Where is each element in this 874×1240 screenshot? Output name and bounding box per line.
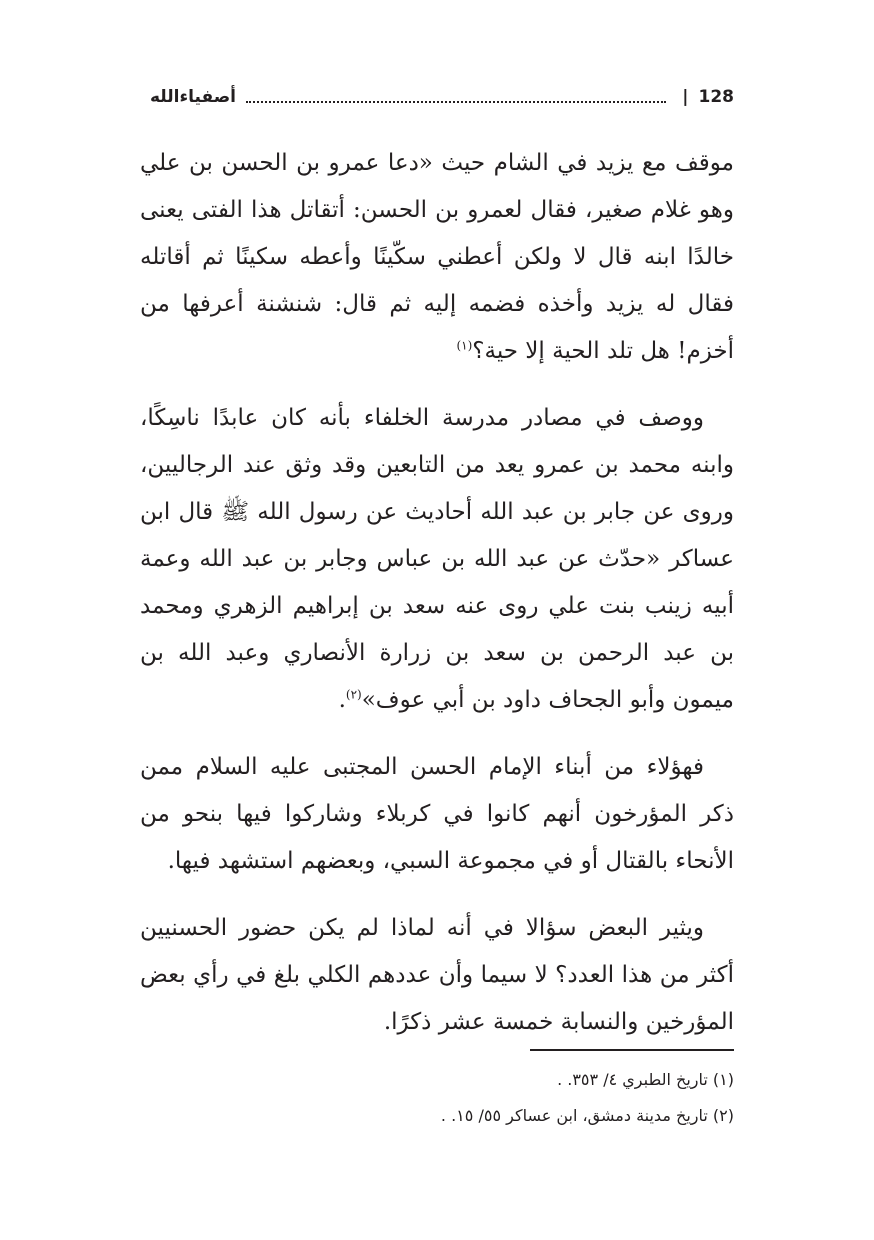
paragraph <box>140 395 734 724</box>
paragraph <box>140 744 734 885</box>
paragraph-text: فهؤلاء من أبناء الإمام الحسن المجتبى عليه السلام ممن ذكر المؤرخون أنهم كانوا في كربلاء وشاركوا فيها بنحو من الأنحاء بالقتال أو في مجموعة السبي، وبعضهم استشهد فيها. <box>140 754 734 874</box>
header-separator: | <box>682 87 689 107</box>
footnote-reference: (٢) <box>345 687 362 702</box>
footnote: (١) تاريخ الطبري ٤/ ٣٥٣. . <box>557 1070 734 1089</box>
footnote-divider <box>530 1049 734 1051</box>
footnote-reference: (١) <box>456 338 473 353</box>
footnotes <box>300 1062 734 1134</box>
paragraph-text: ويثير البعض سؤالا في أنه لماذا لم يكن حضور الحسنيين أكثر من هذا العدد؟ لا سيما وأن عددهم الكلي بلغ في رأي بعض المؤرخين والنسابة خمسة عشر ذكرًا. <box>140 915 734 1035</box>
page-number: 128 <box>698 87 734 107</box>
page-header <box>150 80 734 114</box>
running-title: أصفياءالله <box>150 87 236 107</box>
footnote: (٢) تاريخ مدينة دمشق، ابن عساكر ٥٥/ ١٥. . <box>440 1106 734 1125</box>
paragraph <box>140 905 734 1046</box>
paragraph-tail: . <box>338 687 346 713</box>
paragraph-text: ووصف في مصادر مدرسة الخلفاء بأنه كان عابدًا ناسِكًا، وابنه محمد بن عمرو يعد من التابعين وقد وثق عند الرجاليين، وروى عن جابر بن عبد الله أحاديث عن رسول الله ﷺ قال ابن عساكر «حدّث عن عبد الله بن عباس وجابر بن عبد الله وعمة أبيه زينب بنت علي روى عنه سعد بن إبراهيم الزهري ومحمد بن عبد الرحمن بن سعد بن زرارة الأنصاري وعبد الله بن ميمون وأبو الجحاف داود بن أبي عوف» <box>140 405 734 713</box>
paragraph-text: موقف مع يزيد في الشام حيث «دعا عمرو بن الحسن بن علي وهو غلام صغير، فقال لعمرو بن الحسن: أتقاتل هذا الفتى يعنى خالدًا ابنه قال لا ولكن أعطني سكّينًا وأعطه سكينًا ثم أقاتله فقال له يزيد وأخذه فضمه إليه ثم قال: شنشنة أعرفها من أخزم! هل تلد الحية إلا حية؟ <box>140 150 734 364</box>
paragraph <box>140 140 734 375</box>
body-text <box>140 140 734 1066</box>
header-leader-dots <box>246 101 666 103</box>
